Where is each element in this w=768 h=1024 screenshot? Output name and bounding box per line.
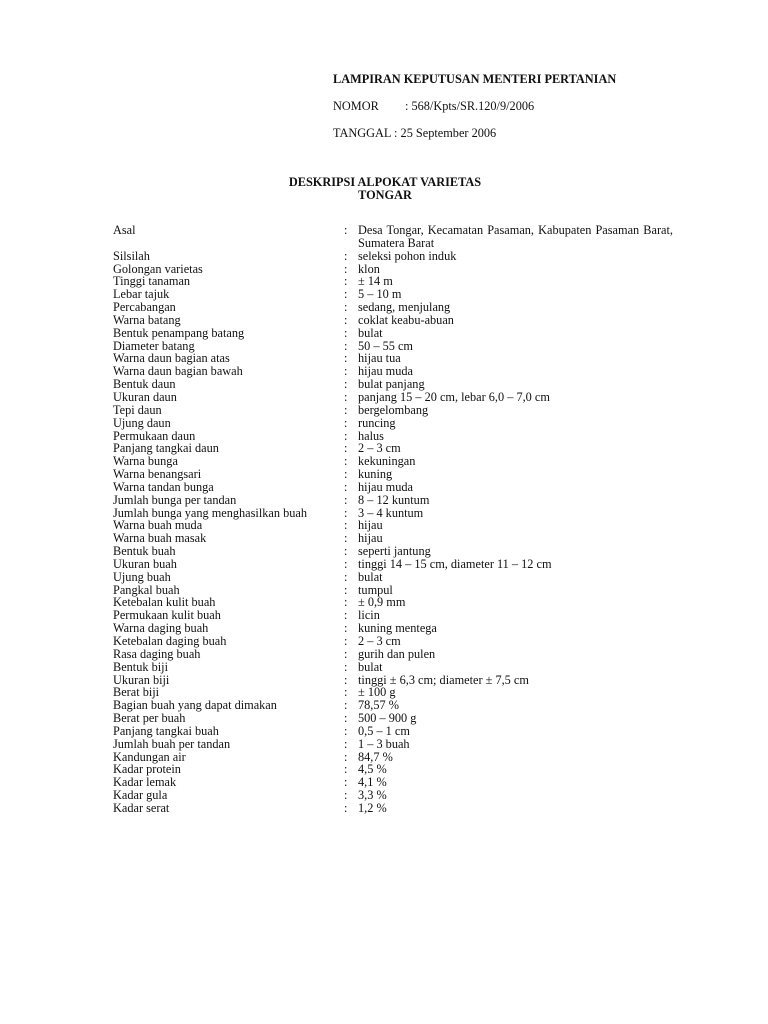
row-value: 3 – 4 kuntum [358,505,424,520]
row-colon: : [344,505,348,520]
row-value: hijau [358,518,383,533]
row-label: Permukaan daun [113,428,196,443]
row-colon: : [344,685,348,700]
row-colon: : [344,711,348,726]
row-value: 2 – 3 cm [358,441,401,456]
row-value: 4,5 % [358,762,387,777]
row-value: tinggi ± 6,3 cm; diameter ± 7,5 cm [358,672,529,687]
row-label: Permukaan kulit buah [113,608,221,623]
table-row [113,738,673,751]
row-value: 1 – 3 buah [358,736,410,751]
row-value: coklat keabu-abuan [358,312,454,327]
header-tanggal: TANGGAL : 25 September 2006 [333,126,497,140]
row-label: Warna daging buah [113,621,209,636]
document-title-line-1: DESKRIPSI ALPOKAT VARIETAS [288,175,482,189]
row-colon: : [344,467,348,482]
document-title-line-2: TONGAR [358,188,412,202]
header-title: LAMPIRAN KEPUTUSAN MENTERI PERTANIAN [333,72,617,86]
row-colon: : [344,659,348,674]
table-row [113,481,673,494]
row-colon: : [344,788,348,803]
row-label: Berat biji [113,685,160,700]
row-value: panjang 15 – 20 cm, lebar 6,0 – 7,0 cm [358,389,550,404]
row-colon: : [344,531,348,546]
row-colon: : [344,338,348,353]
row-value: runcing [358,415,396,430]
table-row [113,648,673,661]
table-row [113,725,673,738]
row-value: hijau muda [358,479,413,494]
row-colon: : [344,261,348,276]
table-row [113,314,673,327]
row-colon: : [344,454,348,469]
table-row [113,763,673,776]
table-row [113,802,673,815]
row-label: Warna benangsari [113,467,202,482]
row-value: ± 100 g [358,685,396,700]
row-value: bulat [358,325,383,340]
row-colon: : [344,736,348,751]
row-label: Kadar gula [113,788,168,803]
row-value: seleksi pohon induk [358,248,457,263]
row-label: Warna daun bagian bawah [113,364,243,379]
row-colon: : [344,544,348,559]
row-value: kuning [358,467,393,482]
table-row [113,494,673,507]
row-value: bulat panjang [358,377,425,392]
row-colon: : [344,762,348,777]
row-value: licin [358,608,380,623]
row-value: 1,2 % [358,800,387,815]
row-colon: : [344,351,348,366]
table-row [113,224,673,250]
row-label: Kadar protein [113,762,181,777]
row-colon: : [344,749,348,764]
row-label: Asal [113,223,136,237]
row-colon: : [344,428,348,443]
row-value: 0,5 – 1 cm [358,723,410,738]
nomor-value: : 568/Kpts/SR.120/9/2006 [405,99,535,113]
document-header [333,71,733,142]
row-label: Jumlah bunga per tandan [113,492,237,507]
table-row [113,404,673,417]
row-value: hijau muda [358,364,413,379]
table-row [113,558,673,571]
row-label: Jumlah buah per tandan [113,736,231,751]
table-row [113,391,673,404]
row-colon: : [344,274,348,289]
row-colon: : [344,377,348,392]
row-label: Warna buah masak [113,531,207,546]
row-label: Warna tandan bunga [113,479,214,494]
row-label: Ketebalan daging buah [113,634,227,648]
row-label: Tepi daun [113,402,162,417]
document-title [230,176,540,202]
table-row [113,263,673,276]
row-colon: : [344,364,348,379]
row-value: sedang, menjulang [358,300,451,315]
row-label: Berat per buah [113,711,186,726]
row-colon: : [344,646,348,661]
row-colon: : [344,287,348,302]
row-colon: : [344,569,348,584]
row-colon: : [344,608,348,623]
row-label: Rasa daging buah [113,646,201,661]
row-colon: : [344,582,348,597]
row-value: 8 – 12 kuntum [358,492,430,507]
row-label: Kadar serat [113,800,170,815]
table-row [113,417,673,430]
row-label: Ukuran buah [113,556,177,571]
table-row [113,776,673,789]
row-colon: : [344,775,348,790]
row-value: 500 – 900 g [358,711,417,726]
table-row [113,545,673,558]
table-row [113,327,673,340]
row-colon: : [344,518,348,533]
row-label: Jumlah bunga yang menghasilkan buah [113,505,307,520]
row-value: hijau [358,531,383,546]
description-table [113,224,673,815]
row-value: Desa Tongar, Kecamatan Pasaman, Kabupaten Pasaman Barat, Sumatera Barat [358,223,673,250]
row-value: hijau tua [358,351,401,366]
table-row [113,301,673,314]
table-row [113,571,673,584]
row-label: Bagian buah yang dapat dimakan [113,698,277,713]
row-colon: : [344,300,348,315]
row-colon: : [344,325,348,340]
row-value: kuning mentega [358,621,437,636]
row-colon: : [344,672,348,687]
row-colon: : [344,248,348,263]
row-label: Warna bunga [113,454,178,469]
row-colon: : [344,556,348,571]
row-label: Diameter batang [113,338,195,353]
table-row [113,250,673,263]
row-colon: : [344,634,348,648]
row-value: 4,1 % [358,775,387,790]
row-label: Tinggi tanaman [113,274,191,289]
row-colon: : [344,223,348,237]
row-label: Kandungan air [113,749,186,764]
row-value: ± 0,9 mm [358,595,406,610]
table-row [113,635,673,648]
row-value: tinggi 14 – 15 cm, diameter 11 – 12 cm [358,556,552,571]
row-value: klon [358,261,380,276]
row-colon: : [344,312,348,327]
row-label: Warna buah muda [113,518,203,533]
row-colon: : [344,479,348,494]
row-label: Ukuran daun [113,389,177,404]
table-row [113,789,673,802]
row-colon: : [344,621,348,636]
nomor-label: NOMOR [333,99,379,113]
row-value: halus [358,428,384,443]
row-label: Panjang tangkai daun [113,441,219,456]
row-value: 50 – 55 cm [358,338,413,353]
table-row [113,468,673,481]
row-label: Bentuk daun [113,377,176,392]
row-colon: : [344,698,348,713]
row-value: gurih dan pulen [358,646,436,661]
row-colon: : [344,415,348,430]
row-label: Ujung daun [113,415,171,430]
row-label: Percabangan [113,300,176,315]
row-label: Ujung buah [113,569,171,584]
row-label: Panjang tangkai buah [113,723,219,738]
row-value: 84,7 % [358,749,393,764]
row-value: seperti jantung [358,544,431,559]
row-value: 78,57 % [358,698,399,713]
row-value: bergelombang [358,402,429,417]
row-label: Bentuk buah [113,544,176,559]
row-value: ± 14 m [358,274,393,289]
row-value: kekuningan [358,454,416,469]
row-label: Warna daun bagian atas [113,351,230,366]
row-value: tumpul [358,582,393,597]
row-value: bulat [358,569,383,584]
row-label: Pangkal buah [113,582,180,597]
row-colon: : [344,492,348,507]
row-colon: : [344,595,348,610]
row-label: Bentuk biji [113,659,168,674]
row-label: Kadar lemak [113,775,177,790]
row-label: Bentuk penampang batang [113,325,245,340]
row-label: Ketebalan kulit buah [113,595,216,610]
row-label: Ukuran biji [113,672,170,687]
row-label: Silsilah [113,248,150,263]
table-row [113,661,673,674]
row-colon: : [344,402,348,417]
row-colon: : [344,800,348,815]
row-value: 3,3 % [358,788,387,803]
row-value: 2 – 3 cm [358,634,401,648]
row-colon: : [344,441,348,456]
row-value: 5 – 10 m [358,287,402,302]
row-label: Warna batang [113,312,181,327]
table-row [113,751,673,764]
row-label: Golongan varietas [113,261,203,276]
row-colon: : [344,723,348,738]
row-value: bulat [358,659,383,674]
row-label: Lebar tajuk [113,287,170,302]
table-row [113,712,673,725]
row-colon: : [344,389,348,404]
header-nomor [333,98,733,115]
